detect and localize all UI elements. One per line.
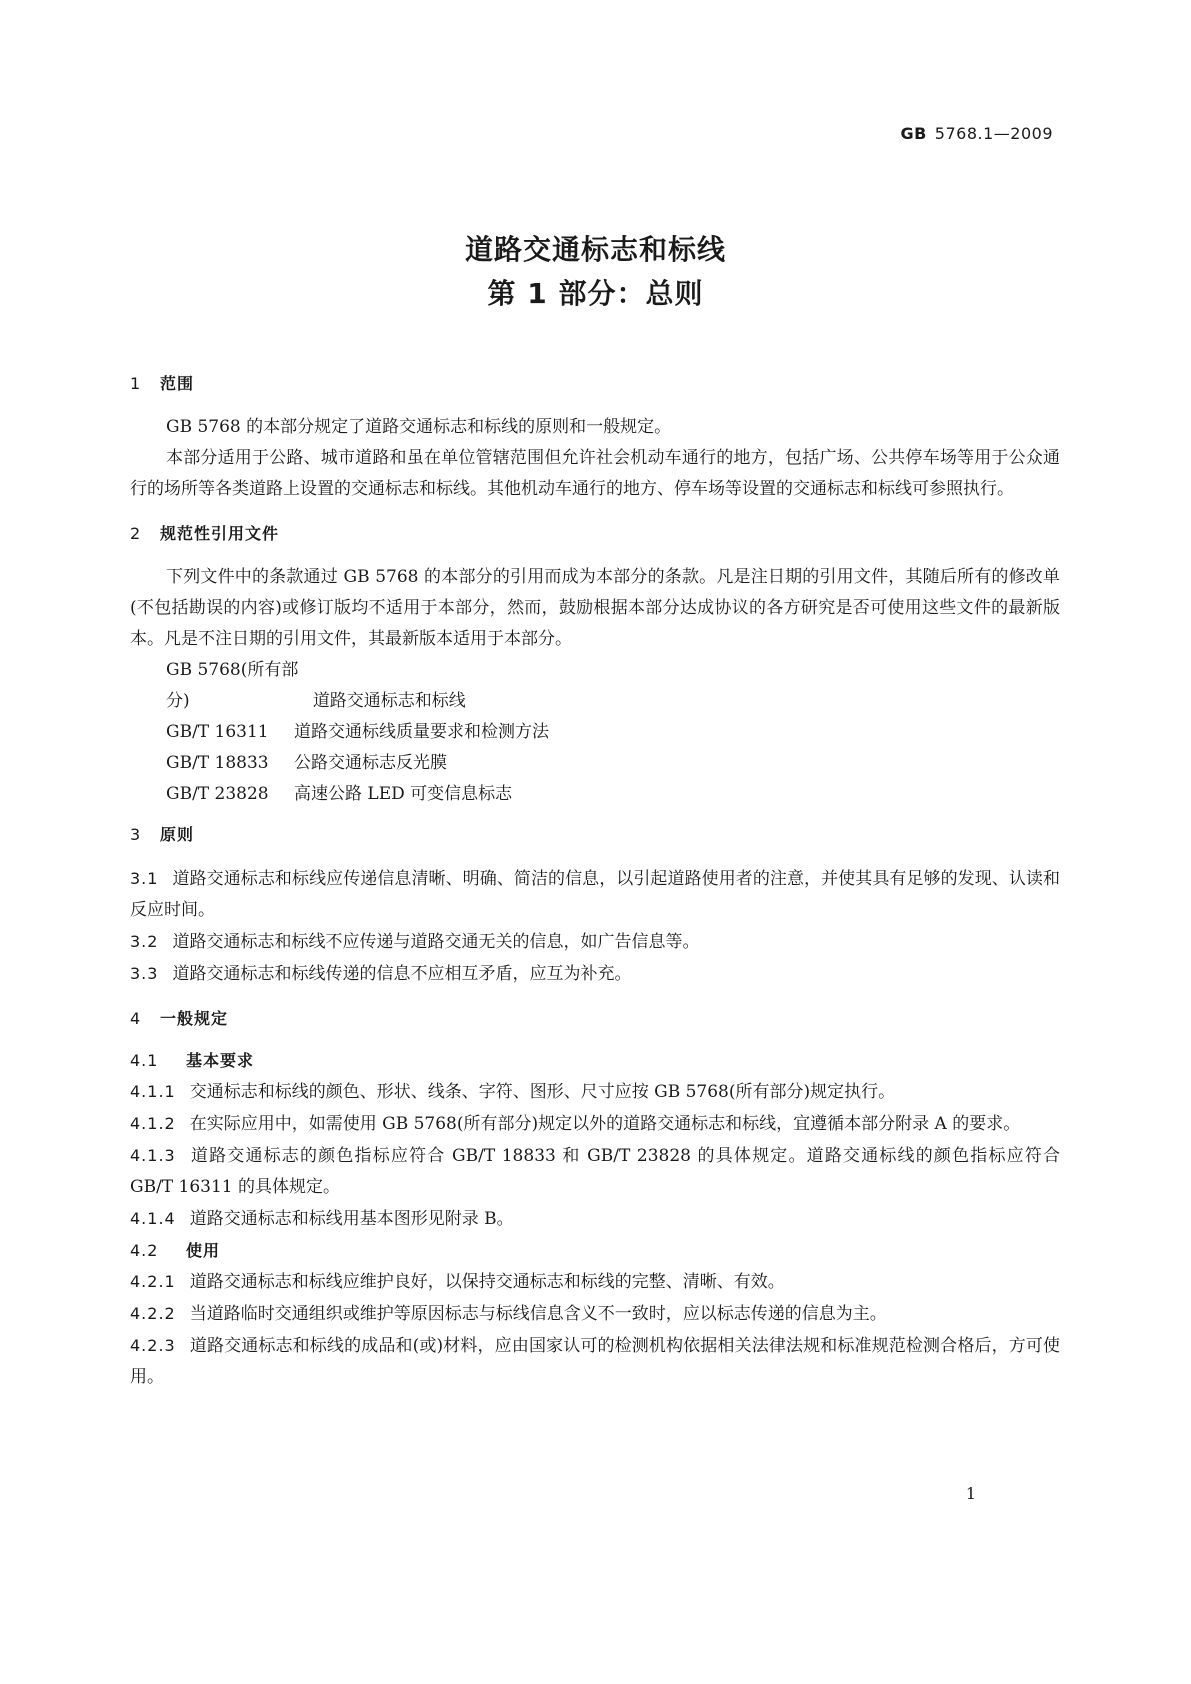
clause [130,1140,1060,1203]
clause-text: 道路交通标志和标线不应传递与道路交通无关的信息，如广告信息等。 [172,932,700,952]
section-number: 2 [130,524,142,543]
paragraph: GB 5768 的本部分规定了道路交通标志和标线的原则和一般规定。 [166,417,672,437]
clause-number: 4.1.4 [130,1209,176,1228]
section-title: 规范性引用文件 [160,524,280,543]
section-number: 4 [130,1009,142,1028]
clause-text: 道路交通标志和标线应传递信息清晰、明确、简洁的信息，以引起道路使用者的注意，并使其具有足够的发现、认读和反应时间。 [130,869,1060,920]
clause-number: 3.3 [130,964,159,983]
reference-title: 高速公路 LED 可变信息标志 [294,784,513,804]
subsection-number: 4.1 [130,1051,159,1070]
reference-title: 道路交通标志和标线 [312,691,466,711]
reference-item [130,748,1060,779]
clause [130,1203,1060,1235]
clause-text: 道路交通标志和标线传递的信息不应相互矛盾，应互为补充。 [172,964,632,984]
section-heading-3 [130,823,1060,847]
clause-number: 4.1.1 [130,1082,176,1101]
header-prefix: GB [900,124,927,143]
subsection-heading [130,1235,1060,1266]
subsection-number: 4.2 [130,1241,159,1260]
clause-text: 交通标志和标线的颜色、形状、线条、字符、图形、尺寸应按 GB 5768(所有部分)规定执行。 [189,1082,896,1102]
document-body [130,372,1060,1393]
reference-code: GB/T 23828 [166,784,269,804]
reference-title: 公路交通标志反光膜 [294,753,447,773]
clause [130,863,1060,926]
clause-number: 4.1.2 [130,1114,176,1133]
clause [130,958,1060,990]
clause [130,1330,1060,1393]
reference-code: GB/T 16311 [166,722,269,742]
section-number: 3 [130,825,142,844]
clause [130,1266,1060,1298]
section-title: 范围 [160,374,195,393]
clause [130,1076,1060,1108]
section-title: 一般规定 [160,1009,229,1028]
clause-text: 道路交通标志和标线用基本图形见附录 B。 [189,1209,514,1229]
document-subtitle: 第 1 部分：总则 [487,277,704,310]
subsection-title: 使用 [186,1241,221,1260]
clause-number: 4.1.3 [130,1146,176,1165]
clause-text: 当道路临时交通组织或维护等原因标志与标线信息含义不一致时，应以标志传递的信息为主。 [189,1304,887,1324]
clause [130,926,1060,958]
paragraph: 下列文件中的条款通过 GB 5768 的本部分的引用而成为本部分的条款。凡是注日期的引用文件，其随后所有的修改单(不包括勘误的内容)或修订版均不适用于本部分，然而，鼓励根据本部分达成协议的各方研究是否可使用这些文件的最新版本。凡是不注日期的引用文件，其最新版本适用于本部分。 [130,567,1060,649]
clause-number: 3.2 [130,932,159,951]
clause-text: 在实际应用中，如需使用 GB 5768(所有部分)规定以外的道路交通标志和标线，宜遵循本部分附录 A 的要求。 [189,1114,1021,1134]
reference-title: 道路交通标线质量要求和检测方法 [294,722,549,742]
clause [130,1108,1060,1140]
clause-text: 道路交通标志和标线应维护良好，以保持交通标志和标线的完整、清晰、有效。 [189,1272,785,1292]
clause-text: 道路交通标志的颜色指标应符合 GB/T 18833 和 GB/T 23828 的具体规定。道路交通标线的颜色指标应符合 GB/T 16311 的具体规定。 [130,1146,1060,1197]
section-heading-4 [130,1007,1060,1031]
section-number: 1 [130,374,142,393]
document-title: 道路交通标志和标线 [464,233,726,266]
reference-item [130,717,1060,748]
page-number: 1 [965,1484,976,1503]
reference-item [130,655,1060,717]
reference-code: GB 5768(所有部分) [166,660,299,711]
clause-number: 3.1 [130,869,159,888]
clause-text: 道路交通标志和标线的成品和(或)材料，应由国家认可的检测机构依据相关法律法规和标准规范检测合格后，方可使用。 [130,1336,1060,1387]
clause [130,1298,1060,1330]
subsection-title: 基本要求 [186,1051,255,1070]
reference-code: GB/T 18833 [166,753,269,773]
standard-code-header [900,124,1053,143]
subsection-heading [130,1045,1060,1076]
reference-item [130,779,1060,810]
section-heading-2 [130,522,1060,546]
header-code: 5768.1—2009 [934,124,1053,143]
paragraph: 本部分适用于公路、城市道路和虽在单位管辖范围但允许社会机动车通行的地方，包括广场、公共停车场等用于公众通行的场所等各类道路上设置的交通标志和标线。其他机动车通行的地方、停车场等设置的交通标志和标线可参照执行。 [130,448,1060,499]
section-heading-1 [130,372,1060,396]
section-title: 原则 [160,825,195,844]
clause-number: 4.2.2 [130,1304,176,1323]
clause-number: 4.2.3 [130,1336,176,1355]
clause-number: 4.2.1 [130,1272,176,1291]
